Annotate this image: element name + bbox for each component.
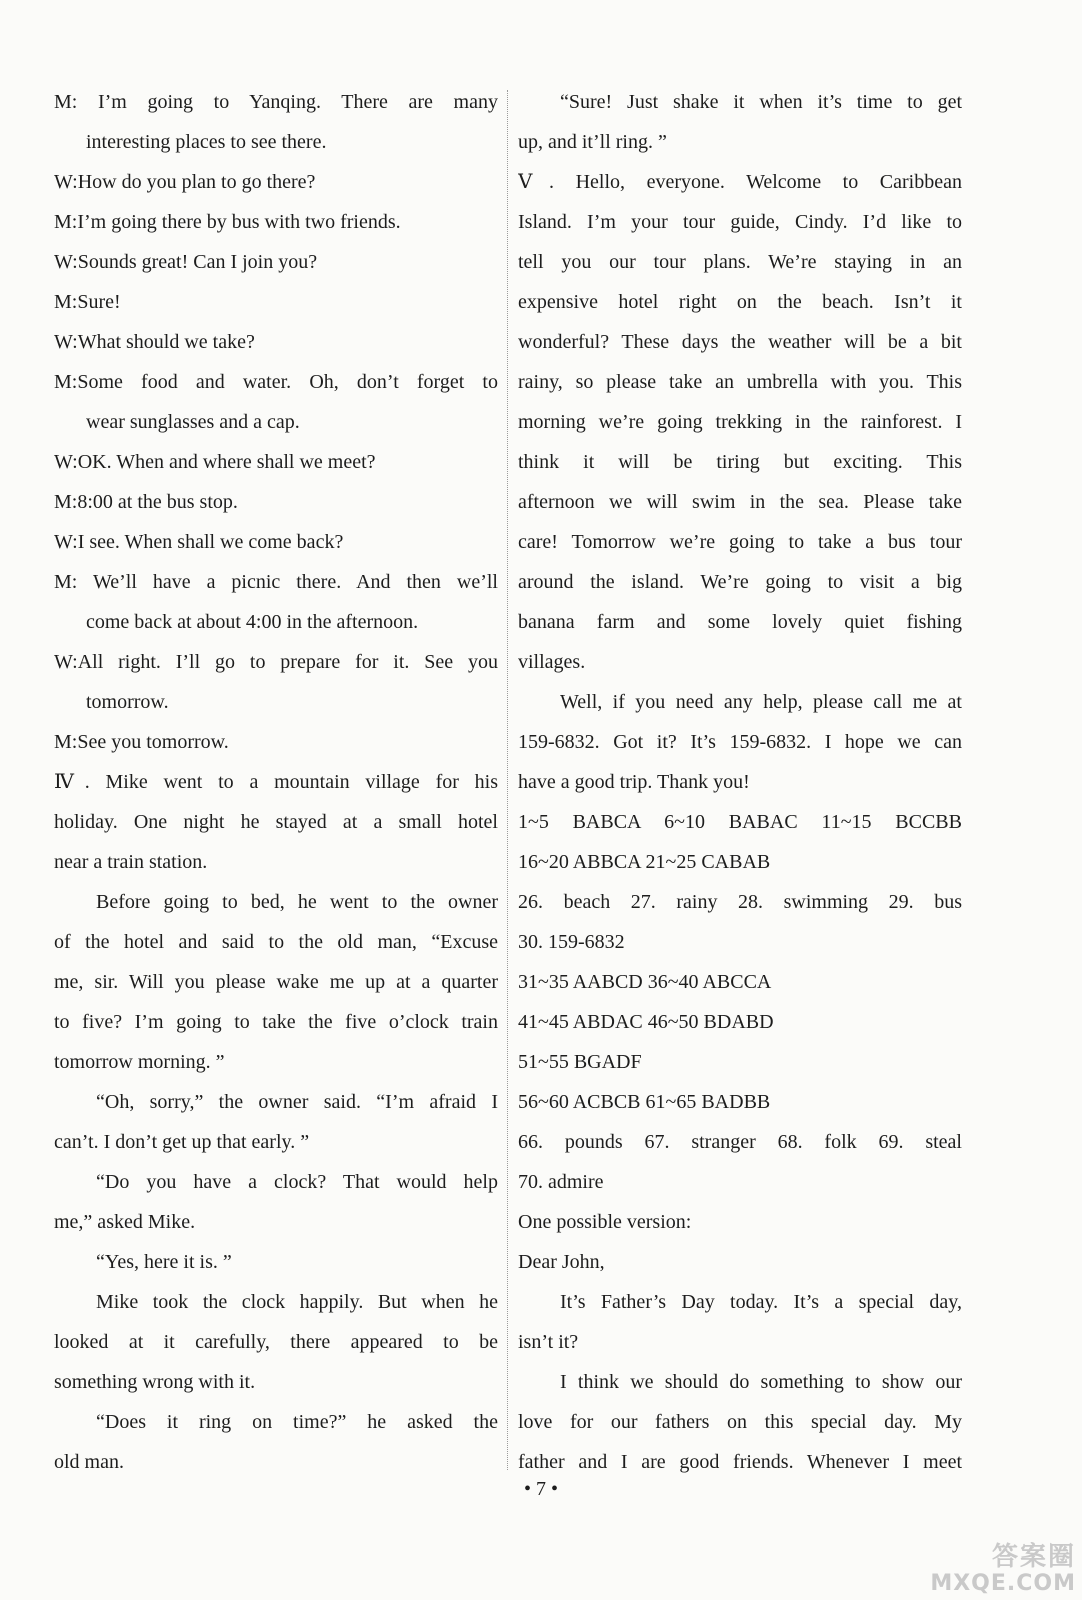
text-line: M:8:00 at the bus stop. — [54, 491, 238, 513]
text-line: M:Some food and water. Oh, don’t forget to — [54, 371, 498, 393]
text-line: Well, if you need any help, please call me at — [560, 691, 962, 713]
text-line: M:Sure! — [54, 291, 121, 313]
text-line: M: I’m going to Yanqing. There are many — [54, 91, 498, 113]
text-line: 31~35 AABCD 36~40 ABCCA — [518, 971, 772, 993]
text-line: W:Sounds great! Can I join you? — [54, 251, 318, 273]
text-line: afternoon we will swim in the sea. Please take — [518, 491, 962, 513]
text-line: W:How do you plan to go there? — [54, 171, 316, 193]
text-line: Before going to bed, he went to the owner — [96, 891, 498, 913]
page-number: • 7 • — [523, 1478, 558, 1500]
text-line: morning we’re going trekking in the rainforest. I — [518, 411, 962, 433]
watermark-logo — [926, 1543, 1076, 1596]
text-line: 51~55 BGADF — [518, 1051, 642, 1073]
left-column — [54, 82, 498, 1482]
text-line: tomorrow. — [86, 691, 169, 713]
text-line: near a train station. — [54, 851, 208, 873]
text-line: think it will be tiring but exciting. This — [518, 451, 962, 473]
text-line: tell you our tour plans. We’re staying in an — [518, 251, 962, 273]
text-line: holiday. One night he stayed at a small hotel — [54, 811, 498, 833]
text-line: interesting places to see there. — [86, 131, 327, 153]
text-line: expensive hotel right on the beach. Isn’t it — [518, 291, 962, 313]
text-line: 16~20 ABBCA 21~25 CABAB — [518, 851, 771, 873]
text-line: looked at it carefully, there appeared to be — [54, 1331, 498, 1353]
text-line: Dear John, — [518, 1251, 605, 1273]
text-line: Mike took the clock happily. But when he — [96, 1291, 498, 1313]
text-line: around the island. We’re going to visit a big — [518, 571, 962, 593]
text-line: W:OK. When and where shall we meet? — [54, 451, 376, 473]
text-line: me,” asked Mike. — [54, 1211, 196, 1233]
text-line: of the hotel and said to the old man, “Excuse — [54, 931, 498, 953]
text-line: 66. pounds 67. stranger 68. folk 69. steal — [518, 1131, 962, 1153]
right-column — [518, 82, 962, 1482]
text-line: have a good trip. Thank you! — [518, 771, 750, 793]
text-line: 159-6832. Got it? It’s 159-6832. I hope we can — [518, 731, 962, 753]
text-line: 56~60 ACBCB 61~65 BADBB — [518, 1091, 771, 1113]
text-line: to five? I’m going to take the five o’clock train — [54, 1011, 498, 1033]
text-line: wear sunglasses and a cap. — [86, 411, 300, 433]
text-line: rainy, so please take an umbrella with you. This — [518, 371, 962, 393]
text-line: come back at about 4:00 in the afternoon. — [86, 611, 419, 633]
text-line: “Does it ring on time?” he asked the — [96, 1411, 498, 1433]
text-line: 26. beach 27. rainy 28. swimming 29. bus — [518, 891, 962, 913]
text-line: Ⅳ. Mike went to a mountain village for his — [54, 771, 498, 793]
text-line: up, and it’ll ring. ” — [518, 131, 667, 153]
text-line: M:See you tomorrow. — [54, 731, 229, 753]
text-line: old man. — [54, 1451, 124, 1473]
text-line: Ⅴ. Hello, everyone. Welcome to Caribbean — [518, 171, 962, 193]
text-line: father and I are good friends. Whenever I meet — [518, 1451, 962, 1473]
text-line: W:What should we take? — [54, 331, 255, 353]
text-line: 41~45 ABDAC 46~50 BDABD — [518, 1011, 774, 1033]
text-line: “Sure! Just shake it when it’s time to get — [560, 91, 962, 113]
text-line: M: We’ll have a picnic there. And then we’ll — [54, 571, 498, 593]
text-line: One possible version: — [518, 1211, 692, 1233]
text-line: care! Tomorrow we’re going to take a bus tour — [518, 531, 962, 553]
text-line: can’t. I don’t get up that early. ” — [54, 1131, 310, 1153]
text-line: wonderful? These days the weather will be a bit — [518, 331, 962, 353]
text-line: something wrong with it. — [54, 1371, 256, 1393]
text-line: I think we should do something to show our — [560, 1371, 962, 1393]
text-line: “Do you have a clock? That would help — [96, 1171, 498, 1193]
text-line: villages. — [518, 651, 586, 673]
text-line: love for our fathers on this special day. My — [518, 1411, 962, 1433]
text-line: “Oh, sorry,” the owner said. “I’m afraid I — [96, 1091, 498, 1113]
text-line: 1~5 BABCA 6~10 BABAC 11~15 BCCBB — [518, 811, 962, 833]
text-line: W:All right. I’ll go to prepare for it. See you — [54, 651, 498, 673]
text-line: tomorrow morning. ” — [54, 1051, 225, 1073]
text-line: It’s Father’s Day today. It’s a special day, — [560, 1291, 962, 1313]
text-line: 70. admire — [518, 1171, 604, 1193]
text-line: Island. I’m your tour guide, Cindy. I’d like to — [518, 211, 962, 233]
text-line: “Yes, here it is. ” — [96, 1251, 232, 1273]
text-line: isn’t it? — [518, 1331, 579, 1353]
text-line: 30. 159-6832 — [518, 931, 625, 953]
text-line: banana farm and some lovely quiet fishing — [518, 611, 962, 633]
text-line: W:I see. When shall we come back? — [54, 531, 344, 553]
text-line: me, sir. Will you please wake me up at a quarter — [54, 971, 498, 993]
text-line: M:I’m going there by bus with two friends. — [54, 211, 401, 233]
column-divider — [507, 90, 508, 1470]
watermark-bottom: MXQE.COM — [930, 1570, 1076, 1596]
watermark-top: 答案圈 — [991, 1542, 1076, 1573]
